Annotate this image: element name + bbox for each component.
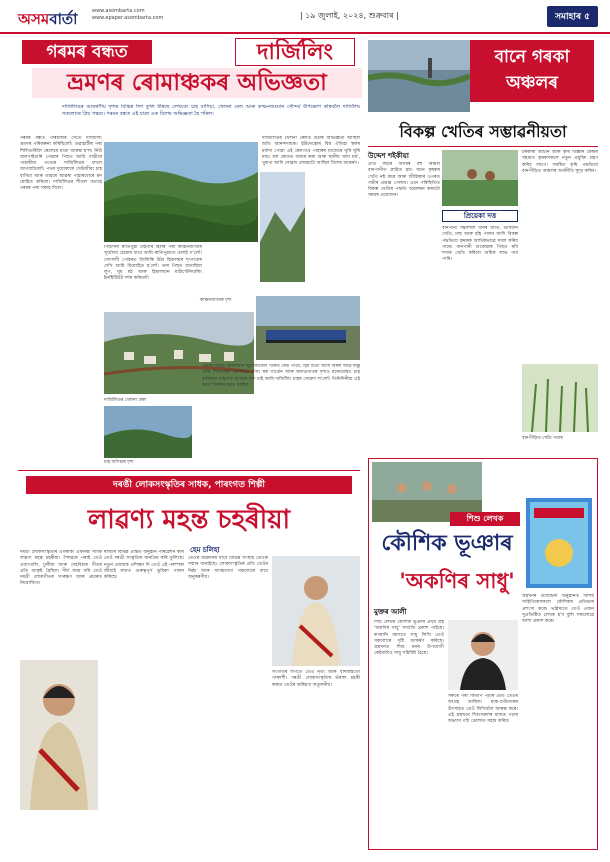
story4-col2: সৰুৰে পৰা কিতাপ পঢ়াৰ প্ৰতি তেওঁৰ আগ্ৰহ আছিল। মাক-দেউতাকৰ উৎসাহত তেওঁ লিখিবলৈ আৰম্ভ কৰে। এই গ্ৰন্থখনে শিশুসকলৰ মাজত পঢ়াৰ অভ্যাস গঢ়ি তোলাত সহায় কৰিব। bbox=[448, 694, 518, 725]
story3-byline: হেম চলিহা bbox=[190, 546, 220, 554]
farmers-photo bbox=[442, 150, 518, 206]
story1-kicker2: দাৰ্জিলিং bbox=[235, 38, 355, 66]
site-url[interactable]: www.asombarta.com bbox=[92, 8, 145, 14]
artist-performance-photo bbox=[272, 556, 360, 666]
child-author-photo bbox=[448, 620, 518, 690]
book-cover bbox=[526, 498, 592, 588]
story4-headline1: কৌশিক ভূঞাৰ bbox=[381, 531, 513, 556]
story2-col2: বানপানী সহনশীল ধানৰ জাত, ভাসমান খেতি, মাছ আৰু হাঁহ পালন আদি বিকল্প পদ্ধতিয়ে কৃষকক আৰ্থিকভাৱে সবল কৰিব পাৰে। বানপানী শুকোৱাৰ পিছত ৰবি শস্যৰ খেতি কৰিলে অধিক লাভ পাব পাৰি। bbox=[442, 226, 518, 263]
valley-photo bbox=[104, 406, 192, 458]
story4-col3: গ্ৰন্থখনৰ উন্মোচনী অনুষ্ঠানত বিশিষ্ট সাহিত্যিকসকলে কৌশিকৰ প্ৰতিভাৰ প্ৰশংসা কৰে। ভৱিষ্যতে তেওঁ এজন সুপ্ৰতিষ্ঠিত লেখক হ'ব বুলি সকলোৱে আশা প্ৰকাশ কৰে। bbox=[522, 594, 594, 625]
newspaper-logo: অসমবাৰ্তা bbox=[18, 10, 78, 28]
website-links bbox=[92, 8, 163, 22]
story4-headline2: 'অকণিৰ সাধু' bbox=[399, 569, 515, 593]
epaper-url[interactable]: www.epaper.asombarta.com bbox=[92, 15, 164, 21]
story2-kicker: বানে গৰকা অঞ্চলৰ bbox=[470, 40, 594, 102]
section-name: সমাহাৰ ৫ bbox=[547, 6, 598, 27]
story1-intro: দাৰ্জিলিঙৰ আকৰ্ষণীয় দৃশ্যৰ বিভিন্ন দিশ তুলি ধৰিছে লেখকে। চাহ বাগিচা, খেলনা ৰেল আৰু কাঞ্চনজংঘাৰ সৌন্দৰ্য উপভোগ কৰিবলৈ দাৰ্জিলিং সকলোৰে প্ৰিয় গন্তব্য। গৰমৰ বন্ধত এই যাত্ৰা এক বিশেষ অভিজ্ঞতা হৈ পৰিল। bbox=[62, 104, 360, 117]
story3-col1: দৰঙী লোকসংস্কৃতিৰ এগৰাকী একনিষ্ঠ সাধক লাৱণ্য মহন্ত চহৰীয়া। শৈশৱৰে পৰাই তেওঁ ওজাপালি, ঢুলীয়া আৰু দেহবিচাৰ গীতৰ প্ৰতি আকৃষ্ট হৈছিল। দীৰ্ঘ সময় ধৰি তেওঁ দৰঙী লোকগীতৰ সংৰক্ষণ আৰু প্ৰচাৰত নিয়োজিত। bbox=[20, 550, 102, 587]
flood-field-photo bbox=[368, 40, 470, 112]
artist-portrait bbox=[20, 660, 98, 810]
story4-byline: মুক্তৰ আলী bbox=[374, 608, 407, 616]
story1-headline: ভ্ৰমণৰ ৰোমাঞ্চকৰ অভিজ্ঞতা bbox=[32, 68, 362, 98]
story4-col1: শিশু লেখক কৌশিক ভূঞাৰ প্ৰথম গ্ৰন্থ 'অকণিৰ সাধু' সম্প্ৰতি প্ৰকাশ পাইছে। কণমানি বয়সতে সাধু লিখি তেওঁ সকলোৰে দৃষ্টি আকৰ্ষণ কৰিছে। গ্ৰন্থখনত শিশু মনৰ উপযোগী কেইবাটাও সাধু সন্নিবিষ্ট হৈছে। bbox=[374, 620, 444, 657]
paddy-photo bbox=[522, 364, 598, 432]
story3-top-rule bbox=[18, 470, 360, 471]
story2-col1: প্ৰতি বছৰে অসমৰ বহু অঞ্চল বানপানীত প্লাৱিত হয়। বানে কৃষকৰ খেতি নষ্ট কৰে আৰু জীৱিকাৰ ওপৰত গভীৰ প্ৰভাৱ পেলায়। এনে পৰিস্থিতিত বিকল্প খেতিৰ পদ্ধতি অৱলম্বন কৰাটো সময়ৰ প্ৰয়োজন। bbox=[368, 162, 440, 199]
masthead bbox=[0, 0, 610, 34]
caption-toy-train: দাৰ্জিলিঙৰ খেলনা ৰেল bbox=[104, 398, 147, 403]
story2-byline: উদ্দেশ শইকীয়া bbox=[368, 152, 409, 160]
story1-col2: পিছদিনা ৰাতিপুৱা টাইগাৰ হিলৰ পৰা কাঞ্চনজংঘাৰ সূৰ্যোদয় চোৱাৰ বাবে আমি ৰাতিপুৱাতে ওলাই গ'লোঁ। সোণালী পোহৰত জিলিকি উঠা হিমালয়ৰ শৃংগবোৰ দেখি আমি বিমোহিত হ'লোঁ। তাৰ পিছত বাতাছিয়া লুপ, ঘূম মঠ আৰু হিমালয়ান মাউণ্টেনিয়াৰিং ইনষ্টিটিউট দৰ্শন কৰিলোঁ। bbox=[104, 245, 202, 282]
caption-kanchenjunga: কাঞ্চনজংঘাৰ দৃশ্য bbox=[200, 298, 232, 303]
story3-kicker: দৰঙী লোকসংস্কৃতিৰ সাধক, পাৰংগত শিল্পী bbox=[26, 476, 352, 494]
story1-col3: দাৰ্জিলিঙৰ খেলনা ৰেলত উঠাৰ অভিজ্ঞতা আছিল অতি আনন্দদায়ক। ইউনেস্কোৰ বিশ্ব ঐতিহ্য স্থলৰ মৰ্যাদা পোৱা এই ৰেলপথে পাহাৰৰ মাজেৰে ঘূৰি ঘূৰি যায়। মল ৰোডত বজাৰ কৰা আৰু স্থানীয় খাদ্য মম', থুকপা আদি সোৱাদ লোৱাটো আছিল বিশেষ আকৰ্ষণ। bbox=[262, 136, 360, 167]
story2-col3: চৰকাৰী আঁচনি আৰু কৃষি বিজ্ঞান কেন্দ্ৰৰ সহায়ত কৃষকসকলে নতুন প্ৰযুক্তি গ্ৰহণ কৰিব লাগে। সমন্বিত কৃষি পদ্ধতিয়ে বানপীড়িত অঞ্চলৰ অৰ্থনীতি সুদৃঢ় কৰিব। bbox=[522, 150, 598, 174]
story3-col3: তেওঁৰ অৱদানৰ বাবে বিভিন্ন সংস্থাই তেওঁক সন্মান জনাইছে। লোকসংস্কৃতিৰ প্ৰতি তেওঁৰ নিষ্ঠা আৰু আত্মত্যাগ সকলোৰে বাবে অনুকৰণীয়। bbox=[188, 556, 268, 580]
story2-headline: বিকল্প খেতিৰ সম্ভাৱনীয়তা bbox=[399, 122, 567, 141]
story3-col2: ৰাজ্যৰ বিভিন্ন প্ৰান্তত অনুষ্ঠান পৰিৱেশন কৰি তেওঁ দৰঙী সংস্কৃতিক জনপ্ৰিয় কৰি তুলিছে। নতুন প্ৰজন্মক প্ৰশিক্ষণ দি তেওঁ এই পৰম্পৰা জীয়াই ৰখাত গুৰুত্বপূৰ্ণ ভূমিকা পালন কৰিছে। bbox=[104, 550, 184, 581]
story1-kicker1: গৰমৰ বন্ধত bbox=[22, 40, 152, 64]
toy-train-photo bbox=[256, 296, 360, 360]
caption-flood-field: বানপীড়িত খেতি পথাৰ bbox=[522, 436, 563, 441]
story3-headline: লাৱণ্য মহন্ত চহৰীয়া bbox=[87, 505, 291, 535]
story2-subhead: প্ৰিয়েকা দত্ত bbox=[442, 210, 518, 222]
story4-kicker: শিশু লেখক bbox=[450, 512, 520, 526]
story2-divider bbox=[368, 146, 598, 147]
story1-col1: গৰমৰ বন্ধত পৰিয়ালৰ সৈতে দাৰ্জিলিং ভ্ৰমণৰ পৰিকল্পনা কৰিছিলোঁ। গুৱাহাটীৰ পৰা শিলিগুৰিলৈ ৰেলেৰে যাত্ৰা আৰম্ভ হ'ল। নিউ জলপাইগুৰি পোৱাৰ পিছত আমি গাড়ীৰে পাহাৰীয়া পথেৰে দাৰ্জিলিঙৰ ফালে আগবাঢ়িলোঁ। পথৰ দুয়োকাষে সেউজীয়া চাহ বাগিচা আৰু ডাৱৰে আৱৰা পাহাৰবোৰে মন মোহিত কৰিলে। দাৰ্জিলিঙৰ শীতল বতাহে গৰমৰ পৰা সকাহ দিলে। bbox=[20, 136, 102, 192]
tea-garden-photo bbox=[104, 142, 258, 242]
caption-tea-garden: চাহ বাগিচাৰ দৃশ্য bbox=[104, 460, 134, 465]
issue-date: | ১৯ জুলাই, ২০২৪, শুক্ৰবাৰ | bbox=[300, 11, 399, 20]
story1-col4: পদ্মজা নাইডু হিমালয়ান জুলজিকেল পাৰ্কত ৰেড পাণ্ডা, হিম চিতা আদি বিৰল জীৱ-জন্তু দেখি শিশুসকল আনন্দিত হ'ল। ৰক গাৰ্ডেন আৰু জলপ্ৰপাতৰ দৃশ্যও মনোমোহা। চাহ বাগিচাত চাহপাত চপোৱা দৃশ্য চাই আমি দাৰ্জিলিং চাহৰ সোৱাদ ল'লোঁ। তিনিদিনীয়া এই ভ্ৰমণ চিৰদিন মনত থাকিব। bbox=[202, 364, 360, 388]
story3-col4: সংগীতৰ লগতে তেওঁ নৃত্য আৰু বাদ্যযন্ত্ৰতো পাৰদৰ্শী। দৰঙী লোকসংস্কৃতিৰ ভঁৰাল চহকী কৰাত তেওঁৰ অৰিহণা অতুলনীয়। bbox=[272, 670, 360, 688]
